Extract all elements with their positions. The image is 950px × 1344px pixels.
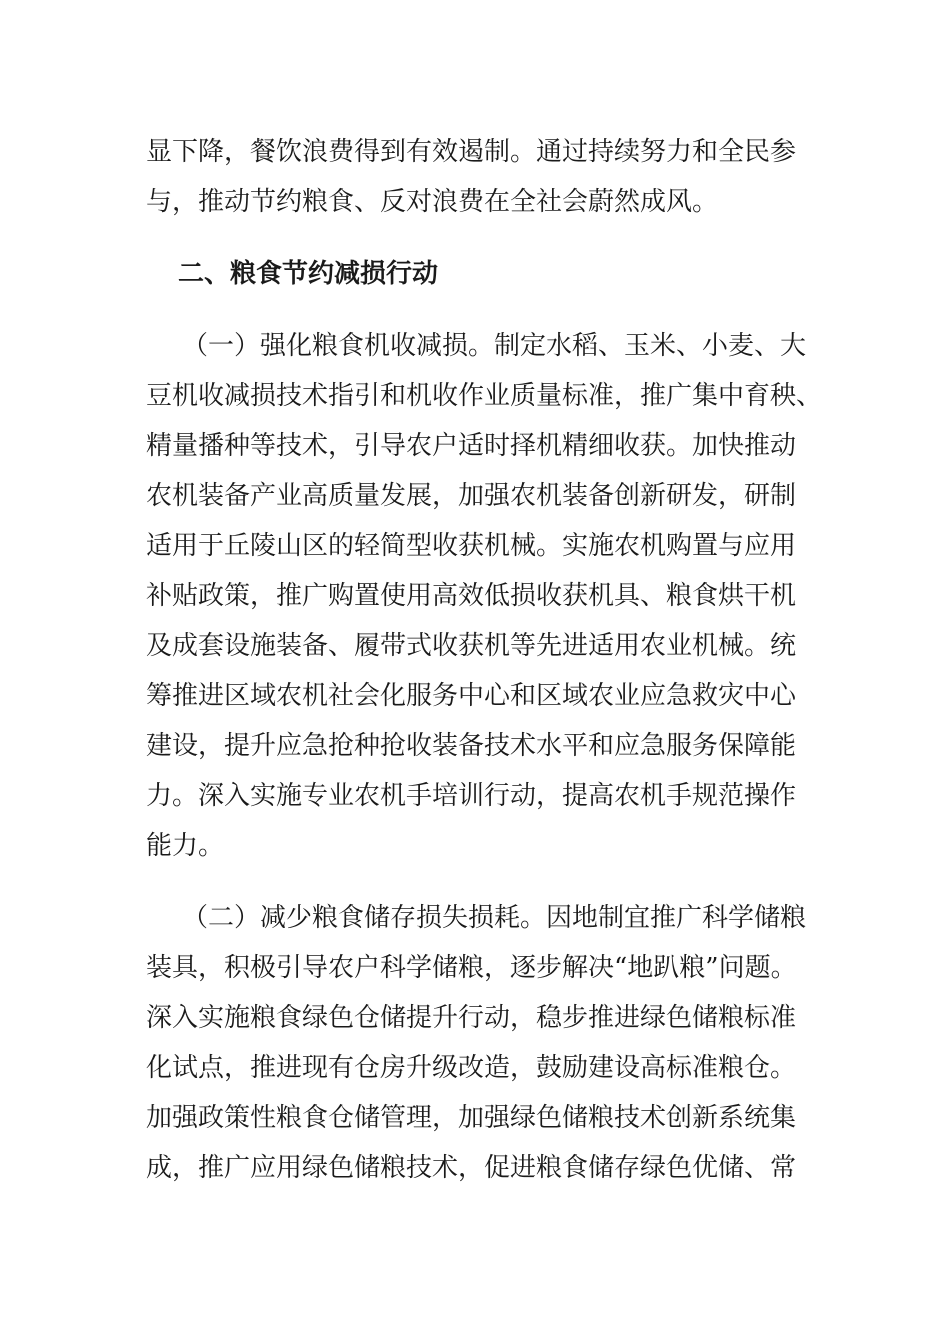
paragraph1-line: 能力。 [146, 831, 225, 861]
paragraph2-line: 深入实施粮食绿色仓储提升行动，稳步推进绿色储粮标准 [146, 1003, 797, 1033]
paragraph1-line: 豆机收减损技术指引和机收作业质量标准，推广集中育秧、 [146, 381, 823, 411]
paragraph1-line: 农机装备产业高质量发展，加强农机装备创新研发，研制 [146, 481, 797, 511]
paragraph1-line: 建设，提升应急抢种抢收装备技术水平和应急服务保障能 [146, 731, 797, 761]
paragraph1-line: 补贴政策，推广购置使用高效低损收获机具、粮食烘干机 [146, 581, 797, 611]
paragraph2-line: 加强政策性粮食仓储管理，加强绿色储粮技术创新系统集 [146, 1103, 797, 1133]
paragraph1-line: 筹推进区域农机社会化服务中心和区域农业应急救灾中心 [146, 681, 797, 711]
paragraph1-line: 适用于丘陵山区的轻简型收获机械。实施农机购置与应用 [146, 531, 797, 561]
paragraph1-line: （一）强化粮食机收减损。制定水稻、玉米、小麦、大 [182, 331, 807, 361]
paragraph2-line: 装具，积极引导农户科学储粮，逐步解决“地趴粮”问题。 [146, 953, 797, 983]
section-heading: 二、粮食节约减损行动 [178, 259, 439, 289]
paragraph1-line: 精量播种等技术，引导农户适时择机精细收获。加快推动 [146, 431, 797, 461]
paragraph2-line: 化试点，推进现有仓房升级改造，鼓励建设高标准粮仓。 [146, 1053, 797, 1083]
paragraph1-line: 力。深入实施专业农机手培训行动，提高农机手规范操作 [146, 781, 797, 811]
paragraph2-line: 成，推广应用绿色储粮技术，促进粮食储存绿色优储、常 [146, 1153, 797, 1183]
intro-line: 与，推动节约粮食、反对浪费在全社会蔚然成风。 [146, 187, 719, 217]
paragraph1-line: 及成套设施装备、履带式收获机等先进适用农业机械。统 [146, 631, 797, 661]
intro-line: 显下降，餐饮浪费得到有效遏制。通过持续努力和全民参 [146, 137, 797, 167]
paragraph2-line: （二）减少粮食储存损失损耗。因地制宜推广科学储粮 [182, 903, 807, 933]
